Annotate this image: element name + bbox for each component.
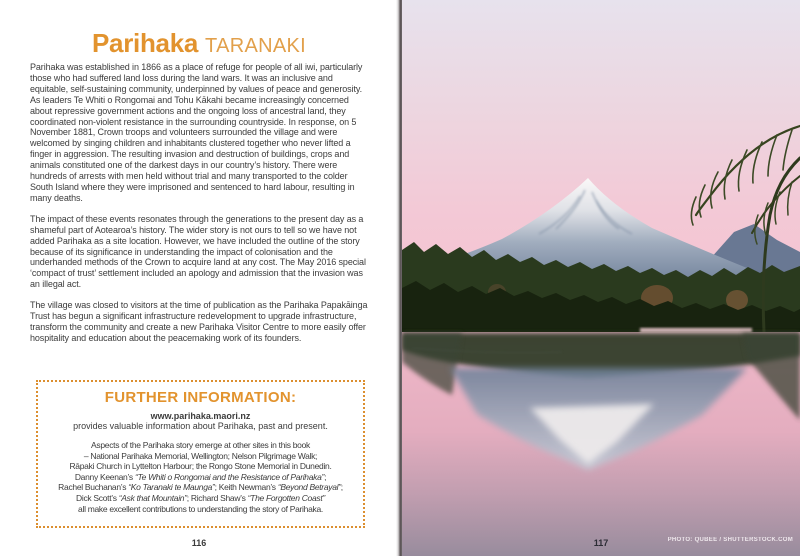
page-title xyxy=(0,28,398,59)
page-right xyxy=(402,0,800,556)
body-text xyxy=(30,62,370,354)
lake-reflection xyxy=(402,328,800,556)
page-number-left: 116 xyxy=(191,538,207,548)
further-info-box xyxy=(36,380,365,528)
photo-credit: PHOTO: QUBEE / SHUTTERSTOCK.COM xyxy=(667,537,793,543)
body-paragraph: The impact of these events resonates through the generations to the present day as a shameful part of Aotearoa’s history. The wider story is not ours to tell so we have not added Parihaka as a site location. However, we have included the outline of the story because of its significance in understanding the impact of colonisation and the underhanded methods of the Crown to acquire land at any cost. The May 2016 special ‘compact of trust’ settlement included an apology and admission that the invasion was an illegal act. xyxy=(30,213,366,290)
body-paragraph: Parihaka was established in 1866 as a place of refuge for people of all iwi, particularly those who had suffered land loss during the land wars. It was an inclusive and equitable, self-sustaining community, underpinned by values of peace and generosity. As leaders Te Whiti o Rongomai and Tohu Kākahi became increasingly concerned about repressive government actions and the ongoing loss of ancestral land, they coordinated non-violent resistance in the surrounding countryside. In response, on 5 November 1881, Crown troops and volunteers surrounded the village and were welcomed by singing children and inhabitants clustered together who never lifted a finger in aggression. The resulting invasion and destruction of buildings, crops and animals constituted one of the darkest days in our country’s history. There were hundreds of arrests with men held without trial and many transported to the colder South Island where they were imprisoned and sentenced to hard labour, resulting in many deaths. xyxy=(30,62,363,203)
taranaki-lake-photo xyxy=(402,0,800,556)
page-number-right: 117 xyxy=(593,538,609,548)
further-info-heading: FURTHER INFORMATION: xyxy=(104,389,297,406)
further-info-book-lines: Aspects of the Parihaka story emerge at other sites in this book – National Parihaka Memorial, Wellington; Nelson Pilgrimage Walk; Rāpaki Church in Lyttelton Harbour; the Rongo Stone Memorial in Dunedin. Danny Keenan’s “Te Whiti o Rongomai and the Resistance of Parihaka”; Rachel Buchanan’s “Ko Taranaki te Maunga”; Keith Newman’s “Beyond Betrayal”; Dick Scott’s “Ask that Mountain”; Richard Shaw’s “The Forgotten Coast” all make excellent contributions to understanding the story of Parihaka. xyxy=(58,440,343,514)
body-paragraph: The village was closed to visitors at the time of publication as the Parihaka Papakāinga Trust has begun a significant infrastructure redevelopment to upgrade infrastructure, transform the community and create a new Parihaka Visitor Centre to more easily offer hospitality and education about the peacemaking work of its founders. xyxy=(30,300,368,343)
title-region-taranaki: TARANAKI xyxy=(205,35,306,57)
website-note: provides valuable information about Parihaka, past and present. xyxy=(73,421,328,431)
website-url: www.parihaka.maori.nz xyxy=(150,411,251,421)
title-parihaka: Parihaka xyxy=(92,28,199,58)
page-left xyxy=(0,0,398,556)
